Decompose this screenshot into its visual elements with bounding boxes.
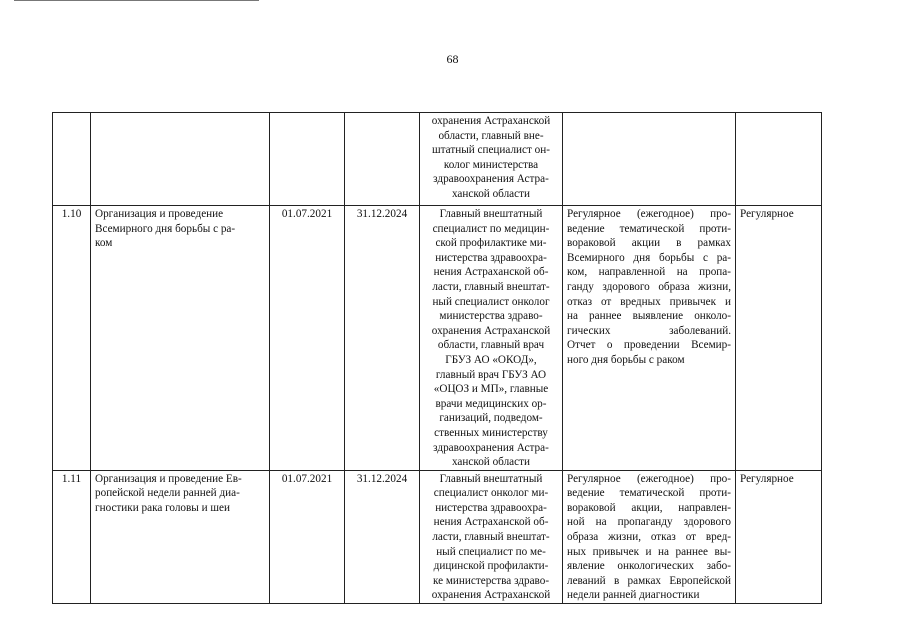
responsible-persons-line: здравоохранения Астра- — [433, 173, 549, 186]
start-date — [270, 206, 345, 471]
responsible-persons-line: ханской области — [451, 456, 530, 469]
end-date — [345, 470, 420, 603]
activity-type-text: Регулярное — [740, 472, 794, 485]
responsible-persons-line: врачи медицинских ор- — [435, 397, 547, 410]
expected-result-line: Всемирного дня борьбы с ра- — [567, 251, 731, 264]
responsible-persons-line: специалист по медицин- — [432, 222, 550, 235]
expected-result-line: ком, направленной на пропа- — [567, 266, 731, 279]
expected-result-line: гических заболеваний. — [567, 324, 731, 337]
expected-result-line: ных привычек и на раннее вы- — [567, 545, 731, 558]
end-date — [345, 206, 420, 471]
expected-result-line: вораковой акции в рамках — [567, 237, 731, 250]
activity-title-line: ропейской недели ранней диа- — [95, 487, 240, 500]
responsible-persons-line: ской профилактике ми- — [435, 237, 547, 250]
responsible-persons-line: области, главный вне- — [438, 129, 544, 142]
responsible-persons-line: нения Астраханской об- — [433, 266, 549, 279]
activity-title-line: гностики рака головы и шеи — [95, 501, 230, 514]
expected-result — [563, 113, 736, 206]
expected-result-line: Регулярное (ежегодное) про- — [567, 472, 731, 485]
activities-table — [52, 112, 822, 604]
activity-type-text: Регулярное — [740, 208, 794, 220]
expected-result-line: Регулярное (ежегодное) про- — [567, 208, 731, 220]
end-date — [345, 113, 420, 206]
expected-result-line: ного дня борьбы с раком — [567, 353, 685, 366]
activity-title — [91, 206, 270, 471]
responsible-persons-line: ханской области — [451, 187, 530, 200]
responsible-persons-line: ласти, главный внештат- — [432, 531, 550, 544]
item-number — [53, 206, 91, 471]
activity-title — [91, 113, 270, 206]
responsible-persons-line: здравоохранения Астра- — [433, 441, 549, 454]
item-number — [53, 470, 91, 603]
expected-result-line: недели ранней диагностики — [567, 589, 700, 602]
responsible-persons-line: ласти, главный внештат- — [432, 280, 550, 293]
end-date-text: 31.12.2024 — [356, 208, 408, 220]
responsible-persons-line: специалист онколог ми- — [433, 487, 549, 500]
responsible-persons-line: охранения Астраханской — [431, 324, 551, 337]
responsible-persons-line: главный врач ГБУЗ АО — [435, 368, 547, 381]
expected-result-line: явление онкологических забо- — [567, 560, 731, 573]
start-date-text: 01.07.2021 — [281, 472, 333, 485]
responsible-persons-line: ный специалист онколог — [432, 295, 550, 308]
expected-result-line: ведение тематической проти- — [567, 487, 731, 500]
expected-result — [563, 206, 736, 471]
responsible-persons-line: ГБУЗ АО «ОКОД», — [445, 353, 537, 366]
responsible-persons-line: охранения Астраханской — [431, 115, 551, 127]
expected-result-line: ной на пропаганду здорового — [567, 516, 731, 529]
responsible-persons-line: «ОЦОЗ и МП», главные — [433, 383, 549, 396]
expected-result-line: Отчет о проведении Всемир- — [567, 339, 731, 352]
table-row — [53, 113, 822, 206]
item-number-text: 1.11 — [61, 472, 82, 485]
end-date-text: 31.12.2024 — [356, 472, 408, 485]
activity-type — [736, 470, 822, 603]
activity-title-line: ком — [95, 237, 113, 250]
responsible-persons-line: Главный внештатный — [439, 208, 543, 220]
responsible-persons-line: нения Астраханской об- — [433, 516, 549, 529]
item-number — [53, 113, 91, 206]
start-date — [270, 113, 345, 206]
activity-type — [736, 206, 822, 471]
responsible-persons-line: области, главный врач — [437, 339, 545, 352]
start-date — [270, 470, 345, 603]
activity-title-line: Организация и проведение — [95, 208, 224, 220]
expected-result — [563, 470, 736, 603]
responsible-persons-line: охранения Астраханской — [431, 589, 551, 602]
responsible-persons-line: ганизаций, подведом- — [439, 412, 543, 425]
responsible-persons — [420, 206, 563, 471]
responsible-persons — [420, 470, 563, 603]
responsible-persons-line: колог министерства — [443, 158, 539, 171]
responsible-persons — [420, 113, 563, 206]
activity-type — [736, 113, 822, 206]
start-date-text: 01.07.2021 — [281, 208, 333, 220]
page-number: 68 — [446, 52, 459, 66]
table-row — [53, 206, 822, 471]
responsible-persons-line: дицинской профилакти- — [433, 560, 549, 573]
expected-result-line: ганду здорового образа жизни, — [567, 280, 731, 293]
responsible-persons-line: нистерства здравоохра- — [435, 501, 547, 514]
expected-result-line: отказ от вредных привычек и — [567, 295, 731, 308]
expected-result-line: на раннее выявление онколо- — [567, 310, 731, 323]
expected-result-line: леваний в рамках Европейской — [567, 574, 731, 587]
table-row — [53, 470, 822, 603]
item-number-text: 1.10 — [61, 208, 82, 220]
responsible-persons-line: штатный специалист он- — [432, 144, 550, 157]
activity-title-line: Всемирного дня борьбы с ра- — [95, 222, 236, 235]
activity-title-line: Организация и проведение Ев- — [95, 472, 242, 485]
expected-result-line: вораковой акции, направлен- — [567, 501, 731, 514]
activity-title — [91, 470, 270, 603]
expected-result-line: ведение тематической проти- — [567, 222, 731, 235]
expected-result-line: образа жизни, отказ от вред- — [567, 531, 731, 544]
responsible-persons-line: министерства здраво- — [439, 310, 543, 323]
responsible-persons-line: ственных министерству — [434, 426, 548, 439]
responsible-persons-line: ный специалист по ме- — [436, 545, 546, 558]
responsible-persons-line: нистерства здравоохра- — [435, 251, 547, 264]
header-rule — [14, 0, 259, 1]
responsible-persons-line: ке министерства здраво- — [432, 574, 550, 587]
responsible-persons-line: Главный внештатный — [439, 472, 543, 485]
